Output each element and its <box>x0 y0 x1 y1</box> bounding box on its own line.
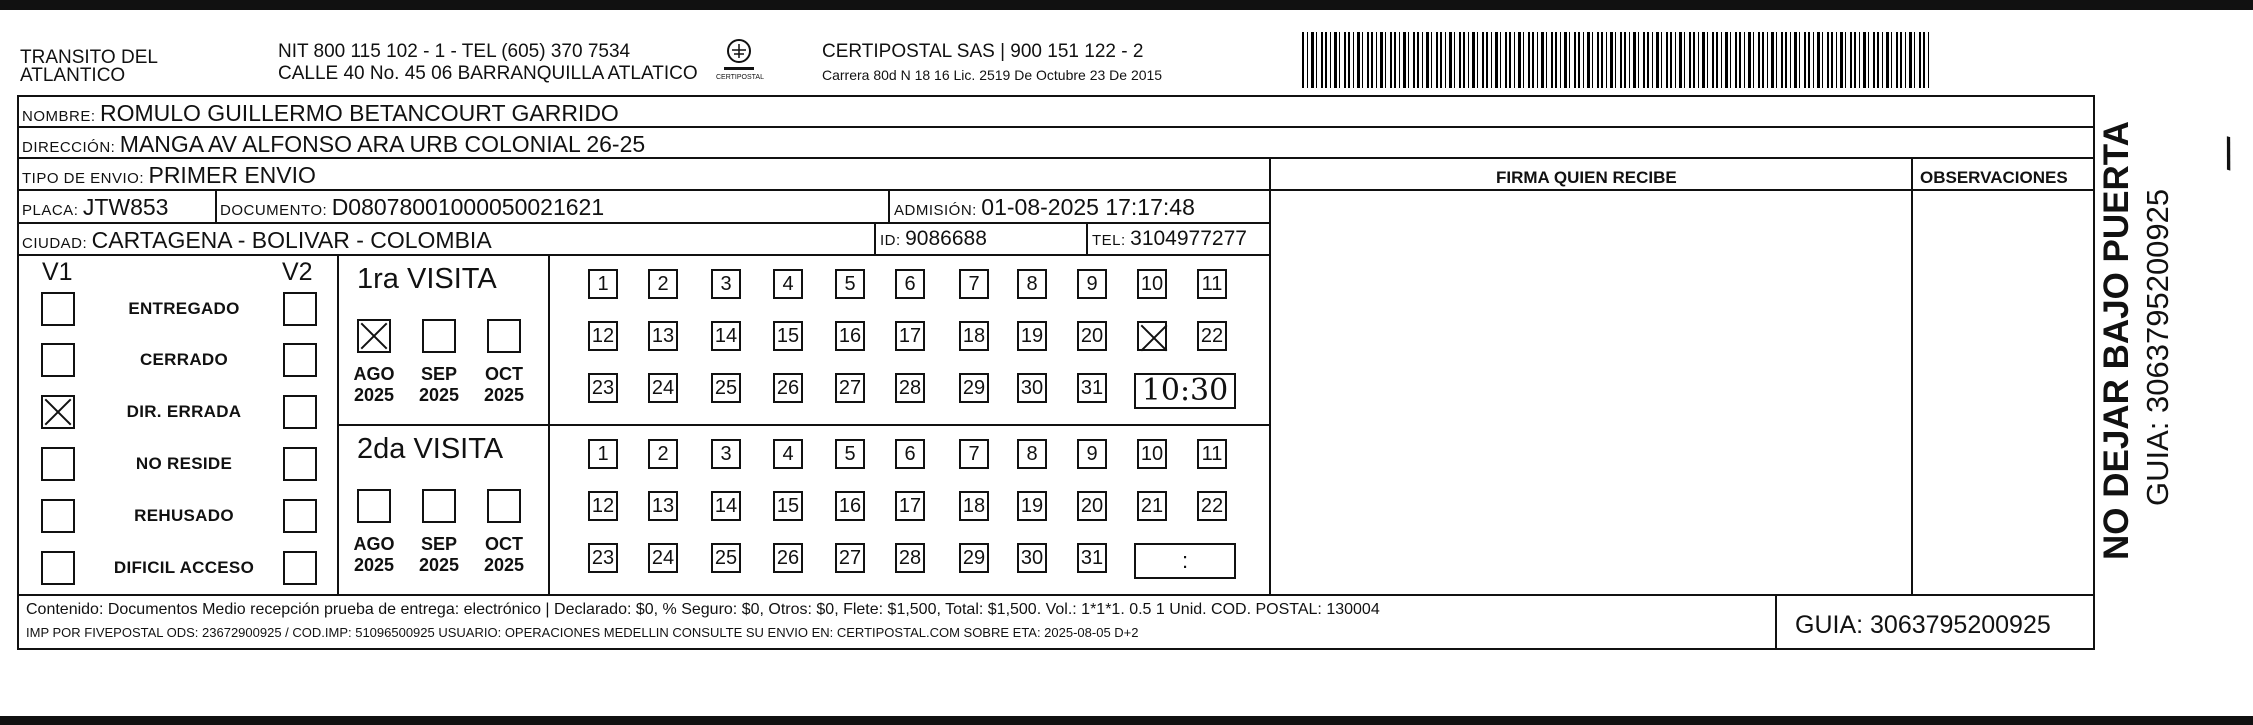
month-checkbox[interactable] <box>357 489 391 523</box>
v2-checkbox[interactable] <box>283 447 317 481</box>
v2-checkbox[interactable] <box>283 395 317 429</box>
status-option-label: DIFICIL ACCESO <box>113 558 255 577</box>
bottom-border <box>0 716 2253 725</box>
day-box[interactable]: 26 <box>773 543 803 573</box>
month-name: SEP <box>420 534 458 554</box>
day-box[interactable]: 3 <box>711 269 741 299</box>
day-box[interactable]: 13 <box>648 321 678 351</box>
tel-value: 3104977277 <box>1130 227 1247 250</box>
side-notice: NO DEJAR BAJO PUERTA <box>2097 121 2136 560</box>
month-label <box>349 364 399 406</box>
placa-label: PLACA: <box>22 202 79 219</box>
firma-label: FIRMA QUIEN RECIBE <box>1496 168 1677 187</box>
nombre-value: ROMULO GUILLERMO BETANCOURT GARRIDO <box>99 100 619 126</box>
address-line: CALLE 40 No. 45 06 BARRANQUILLA ATLATICO <box>278 63 698 84</box>
v2-checkbox[interactable] <box>283 343 317 377</box>
day-box[interactable]: 10 <box>1137 269 1167 299</box>
day-box[interactable]: 25 <box>711 543 741 573</box>
month-year: 2025 <box>483 555 525 575</box>
placa-row <box>22 194 168 221</box>
documento-value: D08078001000050021621 <box>331 194 605 220</box>
status-option-label: DIR. ERRADA <box>126 402 242 421</box>
day-box[interactable]: 5 <box>835 439 865 469</box>
month-name: OCT <box>485 534 523 554</box>
day-box[interactable]: 29 <box>959 373 989 403</box>
footer-guia: GUIA: 3063795200925 <box>1795 611 2051 639</box>
month-label <box>414 534 464 576</box>
day-box[interactable]: 13 <box>648 491 678 521</box>
month-label <box>479 364 529 406</box>
day-box[interactable]: 30 <box>1017 543 1047 573</box>
placa-value: JTW853 <box>82 194 169 220</box>
org-name-line2: ATLANTICO <box>20 65 126 86</box>
day-box[interactable]: 2 <box>648 439 678 469</box>
nombre-row <box>22 100 619 127</box>
logo-text: CERTIPOSTAL <box>716 74 764 81</box>
month-name: SEP <box>420 364 458 384</box>
documento-label: DOCUMENTO: <box>220 202 328 219</box>
day-box[interactable]: 31 <box>1077 543 1107 573</box>
top-border <box>0 0 2253 10</box>
day-box[interactable]: 25 <box>711 373 741 403</box>
day-box[interactable]: 18 <box>959 491 989 521</box>
month-year: 2025 <box>353 555 395 575</box>
day-box[interactable]: 22 <box>1197 321 1227 351</box>
day-box[interactable]: 4 <box>773 269 803 299</box>
month-year: 2025 <box>418 555 460 575</box>
month-checkbox[interactable] <box>357 319 391 353</box>
ciudad-value: CARTAGENA - BOLIVAR - COLOMBIA <box>91 227 492 253</box>
side-guia: GUIA: 3063795200925 <box>2140 188 2175 506</box>
day-box[interactable]: 16 <box>835 321 865 351</box>
day-box[interactable]: 20 <box>1077 321 1107 351</box>
day-box[interactable]: 14 <box>711 491 741 521</box>
day-box[interactable]: 11 <box>1197 269 1227 299</box>
id-label: ID: <box>880 232 901 249</box>
day-box[interactable]: 2 <box>648 269 678 299</box>
month-label <box>349 534 399 576</box>
observations-area[interactable] <box>1918 196 2090 588</box>
day-box[interactable]: 24 <box>648 543 678 573</box>
observaciones-label: OBSERVACIONES <box>1920 168 2068 187</box>
day-box[interactable]: 7 <box>959 439 989 469</box>
v2-header: V2 <box>282 258 313 286</box>
margin-mark: \ <box>2215 129 2241 180</box>
day-box[interactable]: 18 <box>959 321 989 351</box>
month-year: 2025 <box>483 385 525 405</box>
tipo-envio-label: TIPO DE ENVIO: <box>22 170 145 187</box>
direccion-value: MANGA AV ALFONSO ARA URB COLONIAL 26-25 <box>119 131 646 157</box>
day-box[interactable]: 6 <box>895 439 925 469</box>
ciudad-label: CIUDAD: <box>22 235 88 252</box>
day-box[interactable]: 8 <box>1017 439 1047 469</box>
day-box[interactable]: 4 <box>773 439 803 469</box>
day-box[interactable]: 12 <box>588 491 618 521</box>
day-box[interactable]: 1 <box>588 269 618 299</box>
day-box[interactable]: 17 <box>895 491 925 521</box>
status-option-label: NO RESIDE <box>135 454 233 473</box>
day-box[interactable]: 10 <box>1137 439 1167 469</box>
month-checkbox[interactable] <box>487 489 521 523</box>
day-box[interactable]: 15 <box>773 491 803 521</box>
day-box[interactable]: 19 <box>1017 491 1047 521</box>
month-year: 2025 <box>353 385 395 405</box>
day-box[interactable]: 20 <box>1077 491 1107 521</box>
visit-title: 1ra VISITA <box>357 263 497 295</box>
month-label <box>479 534 529 576</box>
documento-row <box>220 194 604 221</box>
id-row <box>880 227 987 251</box>
ciudad-row <box>22 227 492 254</box>
footer-imp-line: IMP POR FIVEPOSTAL ODS: 23672900925 / COD.IMP: 51096500925 USUARIO: OPERACIONES MEDELLIN CONSULTE SU ENVIO EN: CERTIPOSTAL.COM SOBRE ETA: 2025-08-05 D+2 <box>26 625 1139 640</box>
day-box[interactable]: 22 <box>1197 491 1227 521</box>
day-box[interactable]: 27 <box>835 373 865 403</box>
day-box[interactable]: 28 <box>895 543 925 573</box>
tipo-envio-value: PRIMER ENVIO <box>148 162 316 188</box>
certipostal-logo <box>722 38 756 74</box>
signature-area[interactable] <box>1276 196 1906 588</box>
month-name: AGO <box>353 534 395 554</box>
day-box[interactable]: 11 <box>1197 439 1227 469</box>
tel-row <box>1092 227 1247 251</box>
visit-time-field[interactable]: 10:30 <box>1134 373 1236 409</box>
day-box[interactable]: 19 <box>1017 321 1047 351</box>
license-line: Carrera 80d N 18 16 Lic. 2519 De Octubre 23 De 2015 <box>822 67 1163 83</box>
barcode <box>1302 32 1932 88</box>
day-box[interactable]: 31 <box>1077 373 1107 403</box>
tel-label: TEL: <box>1092 232 1126 249</box>
v2-checkbox[interactable] <box>283 551 317 585</box>
day-box[interactable]: 21 <box>1137 491 1167 521</box>
month-checkbox[interactable] <box>422 319 456 353</box>
day-box[interactable]: 28 <box>895 373 925 403</box>
day-box[interactable]: 27 <box>835 543 865 573</box>
nombre-label: NOMBRE: <box>22 108 96 125</box>
v1-header: V1 <box>42 258 73 286</box>
nit-line: NIT 800 115 102 - 1 - TEL (605) 370 7534 <box>278 41 631 62</box>
org-name-line1: TRANSITO DEL <box>20 47 158 68</box>
day-box[interactable]: 14 <box>711 321 741 351</box>
day-box[interactable]: 17 <box>895 321 925 351</box>
admision-row <box>894 194 1195 221</box>
day-box[interactable]: 8 <box>1017 269 1047 299</box>
month-name: OCT <box>485 364 523 384</box>
status-option-label: ENTREGADO <box>128 299 240 318</box>
day-box[interactable]: 5 <box>835 269 865 299</box>
day-box[interactable]: 24 <box>648 373 678 403</box>
tipo-envio-row <box>22 162 316 189</box>
admision-value: 01-08-2025 17:17:48 <box>981 194 1195 220</box>
day-box[interactable]: 29 <box>959 543 989 573</box>
day-box[interactable]: 12 <box>588 321 618 351</box>
v2-checkbox[interactable] <box>283 292 317 326</box>
company-line: CERTIPOSTAL SAS | 900 151 122 - 2 <box>822 41 1144 62</box>
day-box[interactable] <box>1137 321 1167 351</box>
footer-content-line: Contenido: Documentos Medio recepción prueba de entrega: electrónico | Declarado: $0, % Seguro: $0, Otros: $0, Flete: $1,500, Total: $1,500. Vol.: 1*1*1. 0.5 1 Unid. COD. POSTAL: 130004 <box>26 601 1380 618</box>
id-value: 9086688 <box>905 227 987 250</box>
day-box[interactable]: 1 <box>588 439 618 469</box>
day-box[interactable]: 26 <box>773 373 803 403</box>
month-checkbox[interactable] <box>422 489 456 523</box>
day-box[interactable]: 9 <box>1077 269 1107 299</box>
day-box[interactable]: 15 <box>773 321 803 351</box>
month-label <box>414 364 464 406</box>
day-box[interactable]: 9 <box>1077 439 1107 469</box>
month-year: 2025 <box>418 385 460 405</box>
day-box[interactable]: 3 <box>711 439 741 469</box>
v2-checkbox[interactable] <box>283 499 317 533</box>
status-option-label: CERRADO <box>139 350 229 369</box>
day-box[interactable]: 23 <box>588 543 618 573</box>
direccion-row <box>22 131 645 158</box>
status-option-label: REHUSADO <box>134 506 234 525</box>
visit-time-field[interactable]: : <box>1134 543 1236 579</box>
month-name: AGO <box>353 364 395 384</box>
visit-title: 2da VISITA <box>357 433 504 465</box>
day-box[interactable]: 6 <box>895 269 925 299</box>
day-box[interactable]: 16 <box>835 491 865 521</box>
month-checkbox[interactable] <box>487 319 521 353</box>
day-box[interactable]: 23 <box>588 373 618 403</box>
direccion-label: DIRECCIÓN: <box>22 139 116 156</box>
day-box[interactable]: 7 <box>959 269 989 299</box>
day-box[interactable]: 30 <box>1017 373 1047 403</box>
admision-label: ADMISIÓN: <box>894 202 977 219</box>
